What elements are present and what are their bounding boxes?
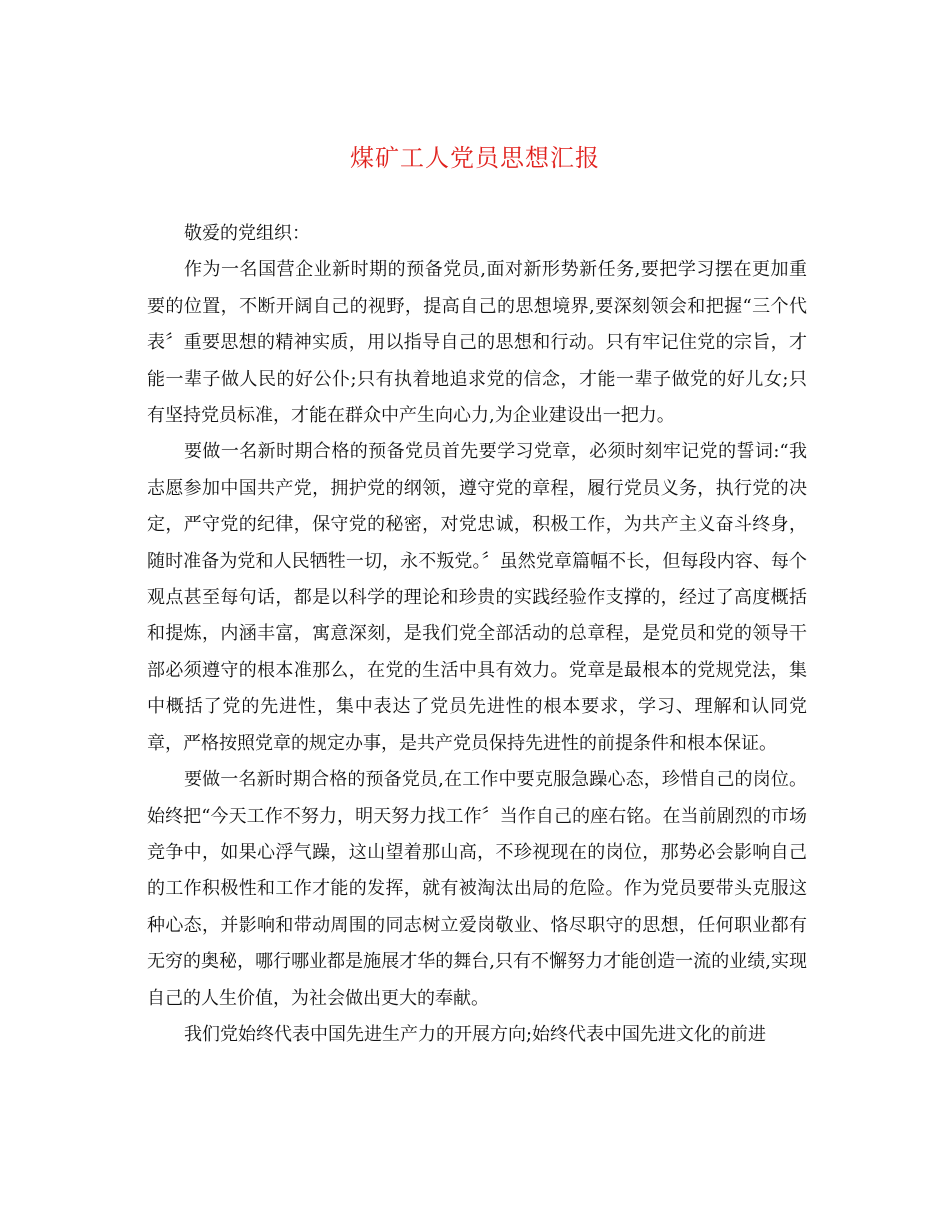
paragraph: 作为一名国营企业新时期的预备党员,面对新形势新任务,要把学习摆在更加重要的位置，不断开阔自己的视野，提高自己的思想境界,要深刻领会和把握“三个代表〞重要思想的精神实质，用以指导自己的思想和行动。只有牢记住党的宗旨，才能一辈子做人民的好公仆;只有执着地追求党的信念，才能一辈子做党的好儿女;只有坚持党员标准，才能在群众中产生向心力,为企业建设出一把力。 [147, 259, 807, 427]
document-title: 煤矿工人党员思想汇报 [350, 144, 600, 172]
paragraph: 我们党始终代表中国先进生产力的开展方向;始终代表中国先进文化的前进 [184, 1023, 767, 1045]
paragraph: 要做一名新时期合格的预备党员首先要学习党章，必须时刻牢记党的誓词:“我志愿参加中国共产党，拥护党的纲领，遵守党的章程，履行党员义务，执行党的决定，严守党的纪律，保守党的秘密，对党忠诚，积极工作，为共产主义奋斗终身，随时准备为党和人民牺牲一切，永不叛党。〞虽然党章篇幅不长，但每段内容、每个观点甚至每句话，都是以科学的理论和珍贵的实践经验作支撑的，经过了高度概括和提炼，内涵丰富，寓意深刻，是我们党全部活动的总章程，是党员和党的领导干部必须遵守的根本准那么，在党的生活中具有效力。党章是最根本的党规党法，集中概括了党的先进性，集中表达了党员先进性的根本要求，学习、理解和认同党章，严格按照党章的规定办事，是共产党员保持先进性的前提条件和根本保证。 [147, 441, 807, 754]
salutation: 敬爱的党组织： [184, 223, 310, 244]
document-body [147, 216, 807, 1053]
paragraph: 要做一名新时期合格的预备党员,在工作中要克服急躁心态，珍惜自己的岗位。始终把“今天工作不努力，明天努力找工作〞当作自己的座右铭。在当前剧烈的市场竞争中，如果心浮气躁，这山望着那山高，不珍视现在的岗位，那势必会影响自己的工作积极性和工作才能的发挥，就有被淘汰出局的危险。作为党员要带头克服这种心态，并影响和带动周围的同志树立爱岗敬业、恪尽职守的思想，任何职业都有无穷的奥秘，哪行哪业都是施展才华的舞台,只有不懈努力才能创造一流的业绩,实现自己的人生价值，为社会做出更大的奉献。 [147, 769, 807, 1009]
